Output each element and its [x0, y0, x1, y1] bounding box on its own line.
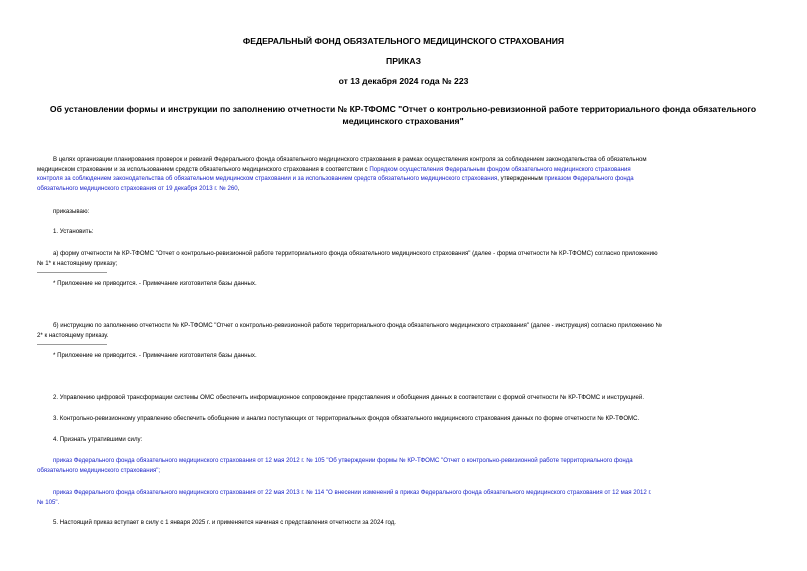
footnote-2: * Приложение не приводится. - Примечание изготовителя базы данных. [53, 352, 257, 359]
procedure-link[interactable]: Порядком осуществления Федеральным фондом обязательного медицинского страхования [369, 165, 631, 173]
repealed-order-105-link-cont[interactable]: обязательного медицинского страхования"; [37, 466, 161, 474]
repealed-order-114-link[interactable]: приказ Федерального фонда обязательного медицинского страхования от 22 мая 2013 г. № 114 "О внесении изменений в приказ Федерального фонда обязательного медицинского страхования от 12 мая 2012 г. [53, 489, 652, 496]
repealed-order-105-link[interactable]: приказ Федерального фонда обязательного медицинского страхования от 12 мая 2012 г. № 105 "Об утверждении формы № КР-ТФОМС "Отчет о контрольно-ревизионной работе территориального фонда [53, 457, 633, 464]
preamble-text-4: , [237, 184, 240, 192]
orders-text: приказываю: [53, 208, 90, 215]
preamble-line-1: В целях организации планирования проверок и ревизий Федерального фонда обязательного медицинского страхования в рамках осуществления контроля за соблюдением законодательства об обязательном [53, 156, 647, 163]
item-3: 3. Контрольно-ревизионному управлению обеспечить обобщение и анализ поступающих от территориальных фондов обязательного медицинского страхования данных по форме отчетности № КР-ТФОМС. [53, 415, 640, 422]
subject-line-1: Об установлении формы и инструкции по заполнению отчетности № КР-ТФОМС "Отчет о контрольно-ревизионной работе территориального фонда обязательного [49, 104, 757, 114]
procedure-link-cont[interactable]: контроля за соблюдением законодательства об обязательном медицинском страховании и за использованием средств обязательного медицинского страхования [37, 175, 498, 182]
date-number-heading: от 13 декабря 2024 года № 223 [338, 76, 469, 86]
item-1b-line-2: 2* к настоящему приказу. [37, 331, 109, 339]
doc-type-heading: ПРИКАЗ [386, 56, 421, 66]
preamble-text-2: медицинском страховании и за использованием средств обязательного медицинского страхования в соответствии с [37, 165, 370, 173]
item-2: 2. Управлению цифровой трансформации системы ОМС обеспечить информационное сопровождение представления и обобщения данных в соответствии с формой отчетности № КР-ТФОМС и инструкцией. [53, 394, 645, 401]
preamble-line-3 [37, 174, 634, 184]
repealed-order-114-link-cont[interactable]: № 105". [37, 498, 60, 506]
item-4: 4. Признать утратившими силу: [53, 436, 143, 443]
item-1a-line-1: а) форму отчетности № КР-ТФОМС "Отчет о контрольно-ревизионной работе территориального фонда обязательного медицинского страхования" (далее - форма отчетности № КР-ТФОМС) согласно приложению [53, 250, 658, 257]
preamble-line-2 [37, 165, 631, 175]
subject-line-2: медицинского страхования" [342, 115, 464, 126]
order-260-link[interactable]: приказом Федерального фонда [544, 175, 634, 182]
document-subject [36, 104, 770, 127]
item-1: 1. Установить: [53, 228, 94, 235]
preamble-text-3: , утвержденным [497, 175, 545, 182]
footnote-divider [37, 272, 107, 273]
preamble-line-4 [37, 184, 239, 194]
item-5: 5. Настоящий приказ вступает в силу с 1 января 2025 г. и применяется начиная с представления отчетности за 2024 год. [53, 519, 397, 526]
org-heading: ФЕДЕРАЛЬНЫЙ ФОНД ОБЯЗАТЕЛЬНОГО МЕДИЦИНСКОГО СТРАХОВАНИЯ [242, 36, 565, 46]
footnote-1: * Приложение не приводится. - Примечание изготовителя базы данных. [53, 280, 257, 287]
item-1a-line-2: № 1* к настоящему приказу; [37, 259, 118, 267]
footnote-divider [37, 344, 107, 345]
order-260-link-cont[interactable]: обязательного медицинского страхования от 19 декабря 2013 г. № 260 [37, 184, 238, 192]
item-1b-line-1: б) инструкцию по заполнению отчетности № КР-ТФОМС "Отчет о контрольно-ревизионной работе территориального фонда обязательного медицинского страхования" (далее - инструкция) согласно приложению № [53, 322, 663, 329]
